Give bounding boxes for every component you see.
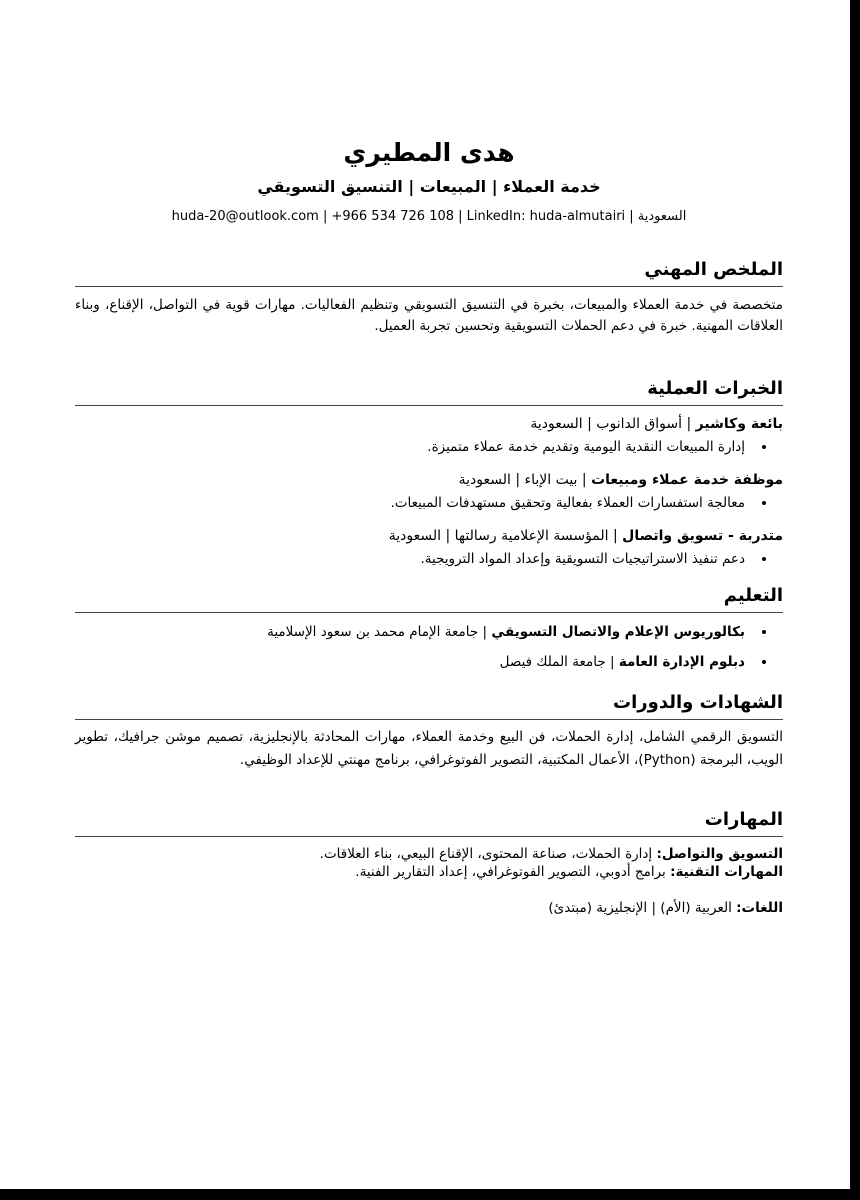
skills-title: المهارات (75, 808, 783, 837)
job-bullets (75, 436, 783, 458)
skill-marketing (75, 845, 783, 863)
resume-content (75, 136, 783, 917)
skill-label: التسويق والتواصل: (656, 846, 783, 862)
job-details: | بيت الإباء | السعودية (458, 472, 592, 488)
job-title-line (75, 414, 783, 434)
experience-section (75, 377, 783, 570)
skill-label: المهارات التقنية: (670, 864, 783, 880)
skill-label: اللغات: (736, 900, 783, 916)
job-title-line (75, 470, 783, 490)
candidate-tagline: خدمة العملاء | المبيعات | التنسيق التسويقي (257, 177, 601, 196)
education-item (75, 617, 751, 647)
job-role: متدربة - تسويق واتصال (622, 528, 783, 544)
job-entry (75, 526, 783, 570)
education-item (75, 647, 751, 677)
education-title: التعليم (75, 584, 783, 613)
education-school: | جامعة الملك فيصل (499, 654, 619, 670)
education-school: | جامعة الإمام محمد بن سعود الإسلامية (267, 624, 492, 640)
job-bullets (75, 492, 783, 514)
summary-section (75, 258, 783, 337)
resume-header (75, 136, 783, 227)
skills-section (75, 808, 783, 917)
contact-info: السعودية | huda-20@outlook.com | +966 534 726 108 | LinkedIn: huda-almutairi (171, 209, 687, 224)
skill-technical (75, 863, 783, 881)
candidate-name: هدى المطيري (343, 138, 515, 167)
job-bullets (75, 548, 783, 570)
skill-languages (75, 899, 783, 917)
skill-value: إدارة الحملات، صناعة المحتوى، الإقناع البيعي، بناء العلاقات. (319, 846, 657, 862)
job-details: | أسواق الدانوب | السعودية (530, 416, 696, 432)
education-degree: دبلوم الإدارة العامة (618, 654, 745, 670)
certifications-section (75, 691, 783, 772)
job-bullet: • إدارة المبيعات النقدية اليومية وتقديم خدمة عملاء متميزة. (75, 436, 751, 458)
skill-value: العربية (الأم) | الإنجليزية (مبتدئ) (548, 900, 737, 916)
skill-value: برامج أدوبي، التصوير الفوتوغرافي، إعداد التقارير الفنية. (355, 864, 671, 880)
job-entry (75, 470, 783, 514)
job-entry (75, 414, 783, 458)
education-degree: بكالوريوس الإعلام والاتصال التسويقي (491, 624, 745, 640)
education-list (75, 617, 783, 677)
summary-title: الملخص المهني (75, 258, 783, 287)
job-role: موظفة خدمة عملاء ومبيعات (591, 472, 783, 488)
summary-text: متخصصة في خدمة العملاء والمبيعات، بخبرة في التنسيق التسويقي وتنظيم الفعاليات. مهارات قوية في التواصل، الإقناع، وبناء العلاقات المهنية. خبرة في دعم الحملات التسويقية وتحسين تجربة العميل. (75, 297, 783, 334)
education-section (75, 584, 783, 677)
job-bullet: • دعم تنفيذ الاستراتيجيات التسويقية وإعداد المواد الترويجية. (75, 548, 751, 570)
experience-title: الخبرات العملية (75, 377, 783, 406)
certifications-text: التسويق الرقمي الشامل، إدارة الحملات، فن البيع وخدمة العملاء، مهارات المحادثة بالإنجليزية، تصميم موشن جرافيك، تطوير الويب، البرمجة (Python)، الأعمال المكتبية، التصوير الفوتوغرافي، برنامج مهنتي للإعداد الوظيفي. (75, 729, 783, 768)
certifications-title: الشهادات والدورات (75, 691, 783, 720)
job-title-line (75, 526, 783, 546)
job-details: | المؤسسة الإعلامية رسالتها | السعودية (388, 528, 623, 544)
job-role: بائعة وكاشير (695, 416, 783, 432)
job-bullet: • معالجة استفسارات العملاء بفعالية وتحقيق مستهدفات المبيعات. (75, 492, 751, 514)
